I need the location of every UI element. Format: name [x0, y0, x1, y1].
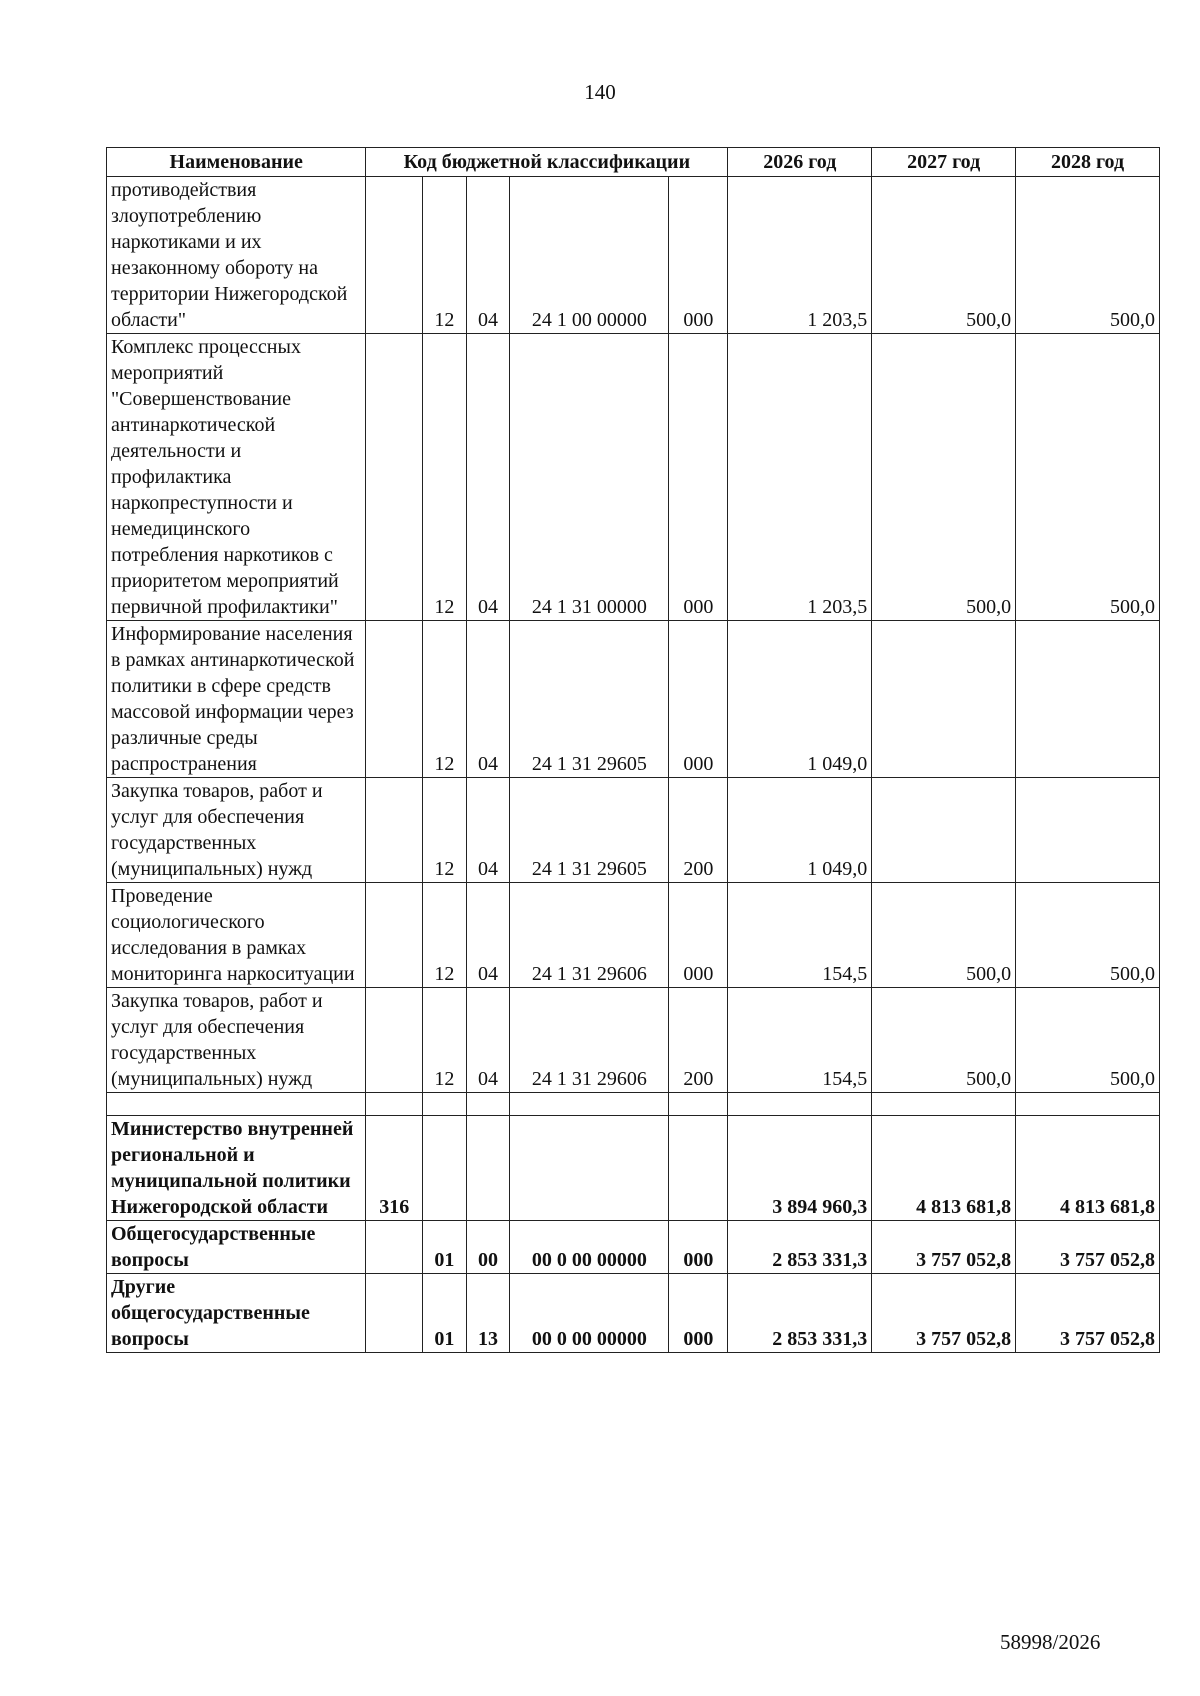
row-name-text: Общегосударственные вопросы: [111, 1223, 316, 1271]
row-subsection-code: 04: [466, 988, 510, 1093]
row-section-code: 12: [423, 883, 467, 988]
row-name: [107, 1116, 366, 1221]
row-name-text: Информирование населения в рамках антинаркотической политики в сфере средств массовой информации через различные среды распространения: [111, 623, 355, 775]
row-section-code: 12: [423, 334, 467, 621]
row-target-code: [510, 1116, 669, 1221]
row-target-code: 00 0 00 00000: [510, 1274, 669, 1353]
row-value-2026: 1 049,0: [728, 778, 872, 883]
row-ministry-code: [366, 778, 423, 883]
row-value-2026: 2 853 331,3: [728, 1274, 872, 1353]
row-value-2026: 1 203,5: [728, 334, 872, 621]
row-expense-type: 000: [669, 177, 728, 334]
table-row: [107, 1116, 1160, 1221]
row-name-text: противодействия злоупотреблению наркотиками и их незаконному обороту на территории Нижегородской области": [111, 179, 348, 331]
row-ministry-code: [366, 177, 423, 334]
header-code: Код бюджетной классификации: [366, 148, 728, 177]
row-subsection-code: 04: [466, 778, 510, 883]
row-expense-type: 000: [669, 883, 728, 988]
row-value-2027: 500,0: [872, 988, 1016, 1093]
row-value-2026: 2 853 331,3: [728, 1221, 872, 1274]
row-name: [107, 883, 366, 988]
row-value-2027: 500,0: [872, 334, 1016, 621]
row-target-code: 24 1 31 29605: [510, 778, 669, 883]
row-value-2028: 500,0: [1016, 988, 1160, 1093]
table-row: [107, 334, 1160, 621]
row-ministry-code: [366, 334, 423, 621]
row-target-code: 00 0 00 00000: [510, 1221, 669, 1274]
row-name: [107, 988, 366, 1093]
row-name: [107, 177, 366, 334]
row-ministry-code: [366, 988, 423, 1093]
table-row: [107, 883, 1160, 988]
row-value-2026: 1 049,0: [728, 621, 872, 778]
row-subsection-code: 04: [466, 177, 510, 334]
table-row: [107, 778, 1160, 883]
row-name: [107, 778, 366, 883]
row-value-2027: 3 757 052,8: [872, 1274, 1016, 1353]
row-section-code: 12: [423, 621, 467, 778]
document-number: 58998/2026: [1000, 1630, 1101, 1654]
row-value-2028: 4 813 681,8: [1016, 1116, 1160, 1221]
spacer-cell: [366, 1093, 423, 1116]
row-target-code: 24 1 31 29606: [510, 883, 669, 988]
row-subsection-code: 04: [466, 334, 510, 621]
row-name: [107, 621, 366, 778]
table-row: [107, 1221, 1160, 1274]
row-subsection-code: 04: [466, 883, 510, 988]
row-value-2026: 1 203,5: [728, 177, 872, 334]
row-section-code: 01: [423, 1274, 467, 1353]
row-target-code: 24 1 31 00000: [510, 334, 669, 621]
row-value-2028: 3 757 052,8: [1016, 1274, 1160, 1353]
table-row: [107, 1274, 1160, 1353]
row-value-2028: 500,0: [1016, 177, 1160, 334]
spacer-cell: [728, 1093, 872, 1116]
row-ministry-code: [366, 1221, 423, 1274]
table-row: [107, 988, 1160, 1093]
row-expense-type: 200: [669, 778, 728, 883]
row-section-code: 12: [423, 177, 467, 334]
row-expense-type: 000: [669, 1221, 728, 1274]
row-section-code: 12: [423, 778, 467, 883]
row-value-2027: [872, 621, 1016, 778]
header-2028: 2028 год: [1016, 148, 1160, 177]
row-expense-type: 000: [669, 334, 728, 621]
row-expense-type: 000: [669, 621, 728, 778]
spacer-cell: [1016, 1093, 1160, 1116]
row-target-code: 24 1 31 29606: [510, 988, 669, 1093]
row-ministry-code: 316: [366, 1116, 423, 1221]
spacer-row: [107, 1093, 1160, 1116]
row-ministry-code: [366, 1274, 423, 1353]
row-value-2027: 500,0: [872, 177, 1016, 334]
spacer-cell: [510, 1093, 669, 1116]
row-section-code: [423, 1116, 467, 1221]
row-name-text: Закупка товаров, работ и услуг для обеспечения государственных (муниципальных) нужд: [111, 780, 323, 880]
row-value-2027: 4 813 681,8: [872, 1116, 1016, 1221]
row-name: [107, 1274, 366, 1353]
row-target-code: 24 1 31 29605: [510, 621, 669, 778]
row-value-2026: 154,5: [728, 883, 872, 988]
row-name-text: Закупка товаров, работ и услуг для обеспечения государственных (муниципальных) нужд: [111, 990, 323, 1090]
row-expense-type: [669, 1116, 728, 1221]
spacer-cell: [466, 1093, 510, 1116]
row-name-text: Комплекс процессных мероприятий "Совершенствование антинаркотической деятельности и профилактика наркопреступности и немедицинского потребления наркотиков с приоритетом мероприятий первичной профилактики": [111, 336, 339, 618]
row-value-2028: 500,0: [1016, 334, 1160, 621]
row-value-2028: 3 757 052,8: [1016, 1221, 1160, 1274]
row-subsection-code: 00: [466, 1221, 510, 1274]
spacer-cell: [872, 1093, 1016, 1116]
row-section-code: 12: [423, 988, 467, 1093]
row-ministry-code: [366, 883, 423, 988]
row-name: [107, 334, 366, 621]
row-target-code: 24 1 00 00000: [510, 177, 669, 334]
header-name: Наименование: [107, 148, 366, 177]
row-value-2027: 3 757 052,8: [872, 1221, 1016, 1274]
row-subsection-code: [466, 1116, 510, 1221]
row-subsection-code: 04: [466, 621, 510, 778]
header-row: [107, 148, 1160, 177]
page-number: 140: [584, 80, 616, 104]
table-row: [107, 621, 1160, 778]
row-value-2027: 500,0: [872, 883, 1016, 988]
row-section-code: 01: [423, 1221, 467, 1274]
row-name-text: Другие общегосударственные вопросы: [111, 1276, 310, 1350]
row-value-2026: 3 894 960,3: [728, 1116, 872, 1221]
row-value-2026: 154,5: [728, 988, 872, 1093]
row-name-text: Министерство внутренней региональной и муниципальной политики Нижегородской области: [111, 1118, 354, 1218]
row-subsection-code: 13: [466, 1274, 510, 1353]
row-name-text: Проведение социологического исследования в рамках мониторинга наркоситуации: [111, 885, 355, 985]
row-expense-type: 000: [669, 1274, 728, 1353]
header-2027: 2027 год: [872, 148, 1016, 177]
spacer-cell: [107, 1093, 366, 1116]
row-value-2027: [872, 778, 1016, 883]
row-value-2028: [1016, 778, 1160, 883]
row-value-2028: [1016, 621, 1160, 778]
table-row: [107, 177, 1160, 334]
header-2026: 2026 год: [728, 148, 872, 177]
budget-table: [106, 147, 1160, 1353]
spacer-cell: [423, 1093, 467, 1116]
row-value-2028: 500,0: [1016, 883, 1160, 988]
spacer-cell: [669, 1093, 728, 1116]
row-expense-type: 200: [669, 988, 728, 1093]
row-name: [107, 1221, 366, 1274]
row-ministry-code: [366, 621, 423, 778]
